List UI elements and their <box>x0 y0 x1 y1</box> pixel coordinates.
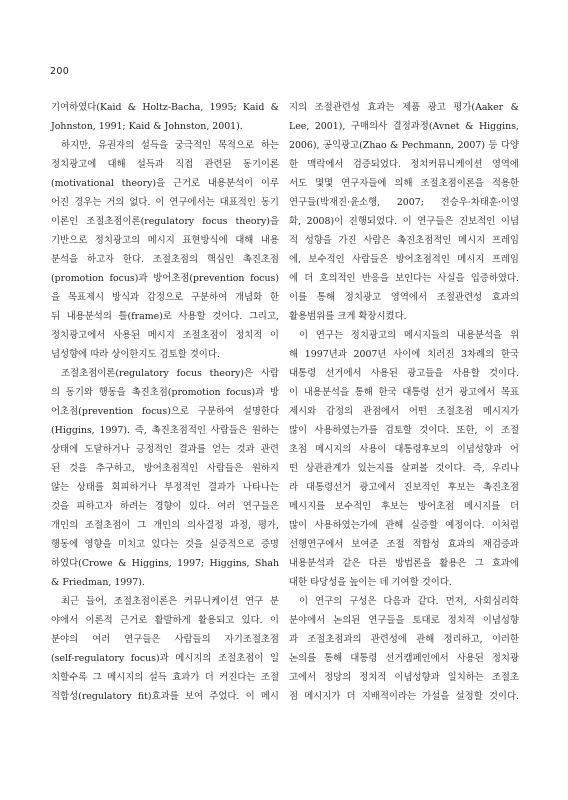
text-line: 행동에 영향을 미치고 있다는 것을 실증적으로 증명 <box>51 539 279 550</box>
text-line: 이를 통해 정치광고 영역에서 조절관련성 효과의 <box>289 292 519 303</box>
text-line: 정치광고에 대해 설득과 직접 관련된 동기이론 <box>51 159 279 170</box>
text-line: 치할수록 그 메시지의 설득 효과가 더 커진다는 조절 <box>51 672 279 683</box>
text-line: 된 것을 추구하고, 방어초점적인 사람들은 원하지 <box>51 463 279 474</box>
text-line: 해 1997년과 2007년 사이에 치러진 3차례의 한국 <box>289 349 519 360</box>
text-line: 점 메시지가 더 지배적이라는 가설을 설정할 것이다. <box>289 691 519 702</box>
text-line: 적 성향을 가진 사람은 촉진초점적인 메시지 프레임 <box>289 235 519 246</box>
text-line: 내용분석과 같은 다른 방법론을 활용은 그 효과에 <box>289 558 519 569</box>
text-line: 떤 상관관계가 있는지를 살펴볼 것이다. 즉, 우리나 <box>289 463 519 474</box>
text-line: 하였다(Crowe & Higgins, 1997; Higgins, Shah <box>51 558 279 569</box>
text-line: 연구들(박재진·윤소행, 2007; 전승우·차태훈·이영 <box>289 197 519 208</box>
text-line: 2006), 공익광고(Zhao & Pechmann, 2007) 등 다양 <box>289 140 519 151</box>
text-line: 서도 몇몇 연구자들에 의해 조절초점이론을 적용한 <box>289 178 519 189</box>
text-line: 않는 상태를 회피하거나 부정적인 결과가 나타나는 <box>51 482 279 493</box>
text-line: 어진 경우는 거의 없다. 이 연구에서는 대표적인 동기 <box>51 197 279 208</box>
text-line: 이 연구의 구성은 다음과 같다. 먼저, 사회심리학 <box>299 596 519 607</box>
text-line: 한 맥락에서 검증되었다. 정치커뮤니케이션 영역에 <box>289 159 519 170</box>
text-line: 상태에 도달하거나 긍정적인 결과를 얻는 것과 관련 <box>51 444 279 455</box>
text-line: 에 더 호의적인 반응을 보인다는 사실을 입증하였다. <box>289 273 519 284</box>
text-line: 대통령 선거에서 사용된 광고들을 사용할 것이다. <box>289 368 519 379</box>
text-line: 념성향에 따라 상이한지도 검토할 것이다. <box>51 349 220 360</box>
text-line: 많이 사용하였는가에 관해 실증할 예정이다. 이처럼 <box>289 520 519 531</box>
page-number: 200 <box>50 66 70 77</box>
text-line: 조절초점이론(regulatory focus theory)은 사람 <box>61 368 279 379</box>
text-line: 정치광고에서 사용된 메시지 조절초점이 정치적 이 <box>51 330 279 341</box>
text-line: 기반으로 정치광고의 메시지 표현방식에 대해 내용 <box>51 235 279 246</box>
text-line: 어초점(prevention focus)으로 구분하여 설명한다 <box>51 406 279 417</box>
left-column <box>51 98 279 706</box>
text-line: (promotion focus)과 방어초점(prevention focus) <box>51 273 279 284</box>
text-line: (self-regulatory focus)과 메시지의 조절초점이 일 <box>51 653 279 664</box>
right-column <box>289 98 519 706</box>
text-line: 이론인 조절초점이론(regulatory focus theory)을 <box>51 216 279 227</box>
text-line: 논의를 통해 대통령 선거캠페인에서 사용된 정치광 <box>289 653 519 664</box>
text-line: 과 조절초점과의 관련성에 관해 정리하고, 이러한 <box>289 634 519 645</box>
text-line: 활용범위를 크게 확장시켰다. <box>289 311 407 322</box>
text-line: 화, 2008)이 진행되었다. 이 연구들은 진보적인 이념 <box>289 216 519 227</box>
text-line: 선행연구에서 보여준 조절 적합성 효과의 재검증과 <box>289 539 519 550</box>
text-line: 대한 타당성을 높이는 데 기여할 것이다. <box>289 577 452 588</box>
text-line: 야에서 이론적 근거로 활발하게 활용되고 있다. 이 <box>51 615 279 626</box>
text-line: Johnston, 1991; Kaid & Johnston, 2001). <box>51 121 243 132</box>
text-line: 최근 들어, 조절초점이론은 커뮤니케이션 연구 분 <box>61 596 279 607</box>
text-line: 분야에서 논의된 연구들을 토대로 정치적 이념성향 <box>289 615 519 626</box>
text-line: (Higgins, 1997). 즉, 촉진초점적인 사람들은 원하는 <box>51 425 279 436</box>
text-line: 분야의 여러 연구들은 사람들의 자기조절초점 <box>51 634 279 645</box>
text-line: (motivational theory)을 근거로 내용분석이 이루 <box>51 178 279 189</box>
text-line: 지의 조절관련성 효과는 제품 광고 평가(Aaker & <box>289 102 519 113</box>
text-line: 것을 피하고자 하려는 경향이 있다. 여러 연구들은 <box>51 501 279 512</box>
text-line: 하지만, 유권자의 설득을 궁극적인 목적으로 하는 <box>61 140 279 151</box>
text-line: 적합성(regulatory fit)효과를 보여 주었다. 이 메시 <box>51 691 279 702</box>
text-line: 라 대통령선거 광고에서 진보적인 후보는 촉진초점 <box>289 482 519 493</box>
text-line: 에, 보수적인 사람들은 방어초점적인 메시지 프레임 <box>289 254 519 265</box>
text-line: 을 목표제시 방식과 감정으로 구분하여 개념화 한 <box>51 292 279 303</box>
text-line: 뒤 내용분석의 틀(frame)로 사용할 것이다. 그리고, <box>51 311 279 322</box>
text-line: 의 동기와 행동을 촉진초점(promotion focus)과 방 <box>51 387 279 398</box>
text-line: 분석을 하고자 한다. 조절초점의 핵심인 촉진초점 <box>51 254 279 265</box>
text-line: 기여하였다(Kaid & Holtz-Bacha, 1995; Kaid & <box>51 102 279 113</box>
text-line: Lee, 2001), 구매의사 결정과정(Avnet & Higgins, <box>289 121 519 132</box>
text-line: 초점 메시지의 사용이 대통령후보의 이념성향과 어 <box>289 444 519 455</box>
text-line: 많이 사용하였는가를 검토할 것이다. 또한, 이 조절 <box>289 425 519 436</box>
text-line: 개인의 조절초점이 그 개인의 의사결정 과정, 평가, <box>51 520 279 531</box>
text-line: & Friedman, 1997). <box>51 577 145 588</box>
text-line: 이 내용분석을 통해 한국 대통령 선거 광고에서 목표 <box>289 387 519 398</box>
text-line: 제시와 감정의 관점에서 어떤 조절초점 메시지가 <box>289 406 519 417</box>
text-line: 이 연구는 정치광고의 메시지들의 내용분석을 위 <box>299 330 519 341</box>
text-line: 고에서 정당의 정치적 이념성향과 일치하는 조절초 <box>289 672 519 683</box>
text-line: 메시지를 보수적인 후보는 방어초점 메시지를 더 <box>289 501 519 512</box>
